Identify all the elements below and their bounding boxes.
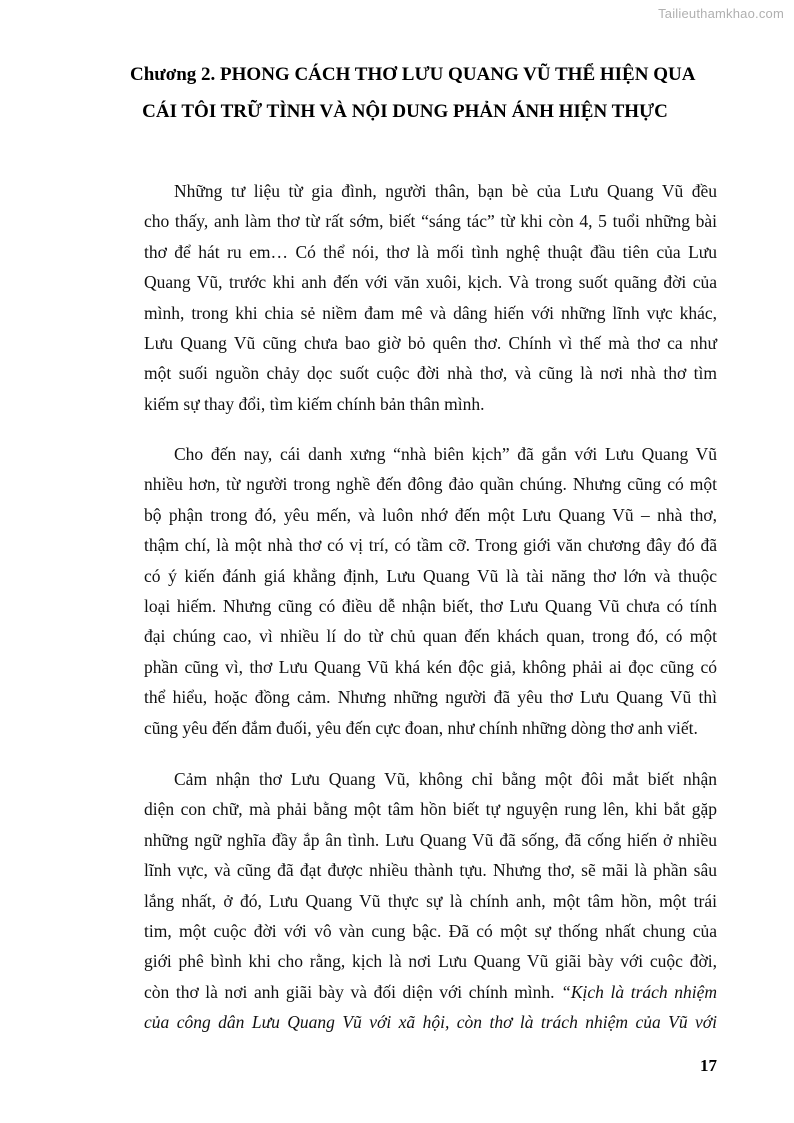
quote-italic: “Kịch là trách nhiệm	[561, 981, 718, 1002]
text-line: cũng yêu đến đắm đuối, yêu đến cực đoan, như chính những dòng thơ anh viết.	[144, 717, 698, 738]
chapter-title-line-2: CÁI TÔI TRỮ TÌNH VÀ NỘI DUNG PHẢN ÁNH HIỆN THỰC	[142, 101, 668, 122]
paragraph-3	[144, 764, 717, 1038]
text-line: bộ phận trong đó, yêu mến, và luôn nhớ đến một Lưu Quang Vũ – nhà thơ,	[144, 504, 717, 525]
text-line: nhiều hơn, từ người trong nghề đến đông đảo quần chúng. Nhưng cũng có một	[144, 474, 717, 495]
text-line: Cảm nhận thơ Lưu Quang Vũ, không chỉ bằng một đôi mắt biết nhận	[174, 769, 717, 789]
chapter-title	[130, 56, 696, 130]
text-line: lắng nhất, ở đó, Lưu Quang Vũ thực sự là chính anh, một tâm hồn, một trái	[144, 890, 717, 911]
text-line: diện con chữ, mà phải bằng một tâm hồn biết tự nguyện rung lên, khi bắt gặp	[144, 799, 717, 820]
paragraph-1	[144, 176, 717, 419]
text-line: một suối nguồn chảy dọc suốt cuộc đời nhà thơ, và cũng là nơi nhà thơ tìm	[144, 363, 717, 384]
chapter-title-line-1: Chương 2. PHONG CÁCH THƠ LƯU QUANG VŨ THỂ HIỆN QUA	[130, 64, 696, 85]
quote-italic-line: của công dân Lưu Quang Vũ với xã hội, còn thơ là trách nhiệm của Vũ với	[144, 1012, 717, 1033]
text-line: tim, một cuộc đời với vô vàn cung bậc. Đã có một sự thống nhất chung của	[144, 920, 717, 941]
text-line: cho thấy, anh làm thơ từ rất sớm, biết “sáng tác” từ khi còn 4, 5 tuổi những bài	[144, 211, 717, 232]
text-line: mình, trong khi chia sẻ niềm đam mê và dâng hiến với những lĩnh vực khác,	[144, 302, 717, 323]
text-line: thể hiểu, hoặc đồng cảm. Nhưng những người đã yêu thơ Lưu Quang Vũ thì	[144, 687, 717, 708]
text-line: kiếm sự thay đổi, tìm kiếm chính bản thân mình.	[144, 393, 485, 414]
text-line: có ý kiến đánh giá khẳng định, Lưu Quang Vũ là tài năng thơ lớn và thuộc	[144, 565, 717, 586]
text-line: phần cũng vì, thơ Lưu Quang Vũ khá kén độc giả, không phải ai đọc cũng có	[144, 656, 717, 677]
text-line: đại chúng cao, vì nhiều lí do từ chủ quan đến khách quan, trong đó, có một	[144, 626, 717, 647]
text-line: thậm chí, là một nhà thơ có vị trí, có tầm cỡ. Trong giới văn chương đây đó đã	[144, 535, 717, 556]
text-line: lĩnh vực, và cũng đã đạt được nhiều thành tựu. Nhưng thơ, sẽ mãi là phần sâu	[144, 860, 717, 881]
text-normal: còn thơ là nơi anh giãi bày và đối diện với chính mình.	[144, 981, 555, 1002]
text-line: loại hiếm. Nhưng cũng có điều dễ nhận biết, thơ Lưu Quang Vũ chưa có tính	[144, 595, 717, 616]
text-line: giới phê bình khi cho rằng, kịch là nơi Lưu Quang Vũ giãi bày với cuộc đời,	[144, 951, 717, 972]
text-line: Những tư liệu từ gia đình, người thân, bạn bè của Lưu Quang Vũ đều	[174, 181, 717, 201]
text-line: Cho đến nay, cái danh xưng “nhà biên kịch” đã gắn với Lưu Quang Vũ	[174, 444, 717, 464]
watermark: Tailieuthamkhao.com	[658, 6, 784, 21]
page-number: 17	[700, 1056, 717, 1075]
paragraph-2	[144, 439, 717, 743]
text-line: Lưu Quang Vũ cũng chưa bao giờ bỏ quên thơ. Chính vì thế mà thơ ca như	[144, 332, 717, 353]
text-line: những ngữ nghĩa đầy ắp ân tình. Lưu Quang Vũ đã sống, đã cống hiến ở nhiều	[144, 829, 717, 850]
text-line: thơ để hát ru em… Có thể nói, thơ là mối tình nghệ thuật đầu tiên của Lưu	[144, 241, 717, 262]
text-line: Quang Vũ, trước khi anh đến với văn xuôi, kịch. Và trong suốt quãng đời của	[144, 272, 717, 293]
text-line-mixed	[144, 977, 717, 1007]
